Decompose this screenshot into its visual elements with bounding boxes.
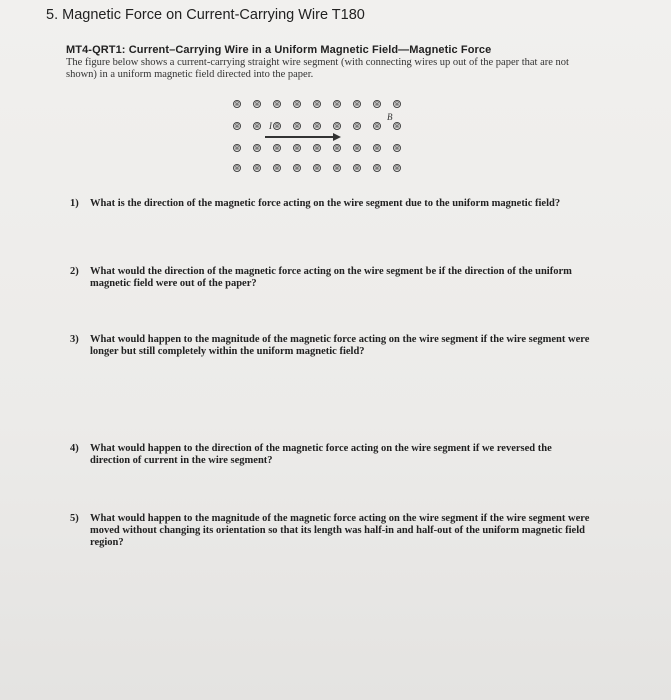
field-into-page-icon: ⊗ <box>314 164 320 172</box>
field-into-page-icon: ⊗ <box>354 100 360 108</box>
field-into-page-icon: ⊗ <box>294 100 300 108</box>
field-into-page-icon: ⊗ <box>274 144 280 152</box>
field-into-page-icon: ⊗ <box>254 100 260 108</box>
page-title: 5. Magnetic Force on Current-Carrying Wire T180 <box>46 7 365 23</box>
question-1 <box>70 198 590 210</box>
question-number: 4) <box>70 443 79 454</box>
field-into-page-icon: ⊗ <box>374 144 380 152</box>
field-into-page-icon: ⊗ <box>394 144 400 152</box>
field-into-page-icon: ⊗ <box>254 164 260 172</box>
current-arrow-icon <box>333 133 341 141</box>
question-text: What would the direction of the magnetic force acting on the wire segment be if the direction of the uniform magnetic field were out of the paper? <box>90 266 572 289</box>
field-into-page-icon: ⊗ <box>274 100 280 108</box>
field-into-page-icon: ⊗ <box>234 144 240 152</box>
field-into-page-icon: ⊗ <box>334 164 340 172</box>
field-into-page-icon: ⊗ <box>274 122 280 130</box>
field-into-page-icon: ⊗ <box>354 144 360 152</box>
question-number: 2) <box>70 266 79 277</box>
field-into-page-icon: ⊗ <box>354 122 360 130</box>
question-4 <box>70 443 590 467</box>
field-into-page-icon: ⊗ <box>394 164 400 172</box>
question-5 <box>70 513 590 549</box>
field-into-page-icon: ⊗ <box>374 122 380 130</box>
field-into-page-icon: ⊗ <box>314 100 320 108</box>
current-label: I <box>269 121 272 131</box>
field-into-page-icon: ⊗ <box>394 100 400 108</box>
question-text: What is the direction of the magnetic force acting on the wire segment due to the uniform magnetic field? <box>90 198 561 209</box>
question-number: 5) <box>70 513 79 524</box>
field-into-page-icon: ⊗ <box>334 100 340 108</box>
question-number: 1) <box>70 198 79 209</box>
intro-text: The figure below shows a current-carrying straight wire segment (with connecting wires up out of the paper that are not shown) in a uniform magnetic field directed into the paper. <box>66 57 569 80</box>
field-into-page-icon: ⊗ <box>394 122 400 130</box>
wire-segment <box>265 136 335 138</box>
field-into-page-icon: ⊗ <box>234 122 240 130</box>
field-into-page-icon: ⊗ <box>294 144 300 152</box>
field-into-page-icon: ⊗ <box>234 100 240 108</box>
field-into-page-icon: ⊗ <box>254 144 260 152</box>
magnetic-field-figure <box>225 94 425 174</box>
field-into-page-icon: ⊗ <box>274 164 280 172</box>
field-into-page-icon: ⊗ <box>354 164 360 172</box>
field-into-page-icon: ⊗ <box>314 122 320 130</box>
question-3 <box>70 334 590 358</box>
field-into-page-icon: ⊗ <box>314 144 320 152</box>
field-into-page-icon: ⊗ <box>234 164 240 172</box>
question-number: 3) <box>70 334 79 345</box>
field-label: B <box>387 112 393 122</box>
field-into-page-icon: ⊗ <box>294 164 300 172</box>
question-text: What would happen to the magnitude of the magnetic force acting on the wire segment if the wire segment were longer but still completely within the uniform magnetic field? <box>90 334 590 357</box>
section-title: MT4-QRT1: Current–Carrying Wire in a Uniform Magnetic Field—Magnetic Force <box>66 44 492 56</box>
field-into-page-icon: ⊗ <box>334 122 340 130</box>
question-text: What would happen to the direction of the magnetic force acting on the wire segment if we reversed the direction of current in the wire segment? <box>90 443 552 466</box>
question-2 <box>70 266 590 290</box>
field-into-page-icon: ⊗ <box>374 164 380 172</box>
field-into-page-icon: ⊗ <box>334 144 340 152</box>
field-into-page-icon: ⊗ <box>254 122 260 130</box>
field-into-page-icon: ⊗ <box>374 100 380 108</box>
field-into-page-icon: ⊗ <box>294 122 300 130</box>
question-text: What would happen to the magnitude of the magnetic force acting on the wire segment if the wire segment were moved without changing its orientation so that its length was half-in and half-out of the uniform magnetic field region? <box>90 513 590 548</box>
